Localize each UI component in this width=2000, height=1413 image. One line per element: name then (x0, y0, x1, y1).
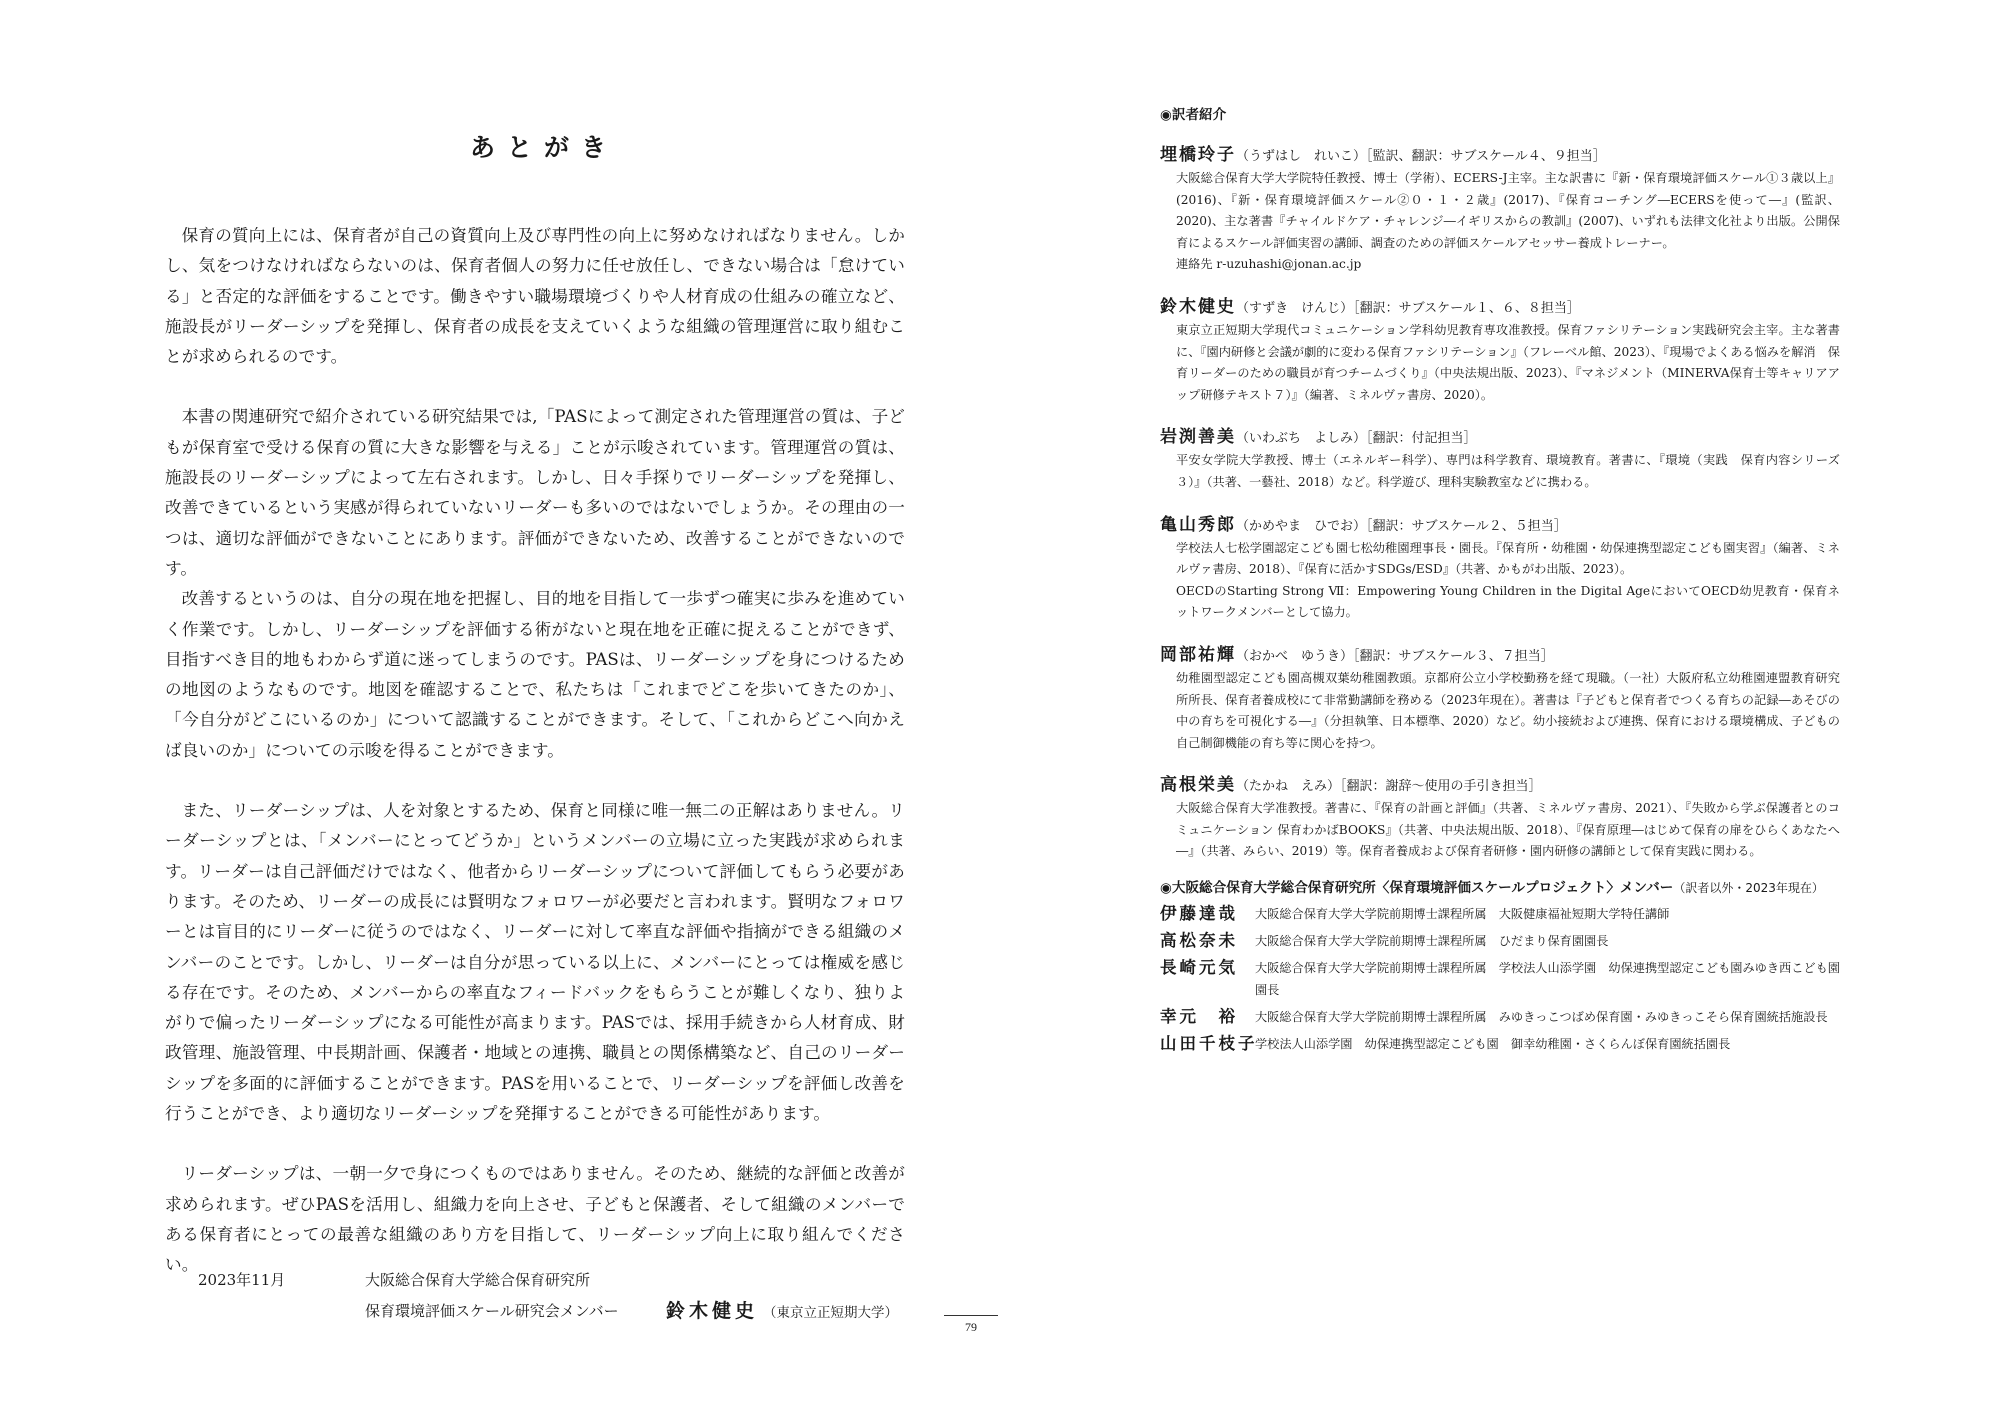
translator-reading: （いわぶち よしみ） (1236, 431, 1367, 447)
translator-entry (1160, 144, 1840, 276)
signature-org: 大阪総合保育大学総合保育研究所 (365, 1271, 591, 1289)
translator-entry (1160, 644, 1840, 754)
paragraph: 本書の関連研究で紹介されている研究結果では,「PASによって測定された管理運営の質は、子どもが保育室で受ける保育の質に大きな影響を与える」ことが示唆されています。管理運営の質は、施設長のリーダーシップによって左右されます。しかし、日々手探りでリーダーシップを発揮し、改善できているという実感が得られていないリーダーも多いのではないでしょうか。その理由の一つは、適切な評価ができないことにあります。評価ができないため、改善することができないのです。 (165, 407, 905, 578)
member-list (1160, 902, 1850, 1059)
translator-bio: 平安女学院大学教授、博士（エネルギー科学）、専門は科学教育、環境教育。著書に、『環境（実践 保育内容シリーズ３）』（共著、一藝社、2018）など。科学遊び、理科実験教室などに携わる。 (1176, 453, 1840, 489)
member-desc: 大阪総合保育大学大学院前期博士課程所属 学校法人山添学園 幼保連携型認定こども園みゆき西こども園園長 (1255, 961, 1840, 997)
translator-role: ［翻訳：付記担当］ (1366, 431, 1477, 447)
translator-bio: 大阪総合保育大学准教授。著書に、『保育の計画と評価』（共著、ミネルヴァ書房、2021）、『失敗から学ぶ保護者とのコミュニケーション 保育わかばBOOKS』（共著、中央法規出版、2018）、『保育原理―はじめて保育の扉をひらくあなたへ―』（共著、みらい、2019）等。保育者養成および保育者研修・園内研修の講師として保育実践に関わる。 (1176, 801, 1840, 859)
translator-reading: （うずはし れいこ） (1236, 149, 1367, 164)
members-heading (1160, 876, 1824, 896)
translator-role: ［翻訳：サブスケール３、７担当］ (1353, 648, 1554, 664)
paragraph: 保育の質向上には、保育者が自己の資質向上及び専門性の向上に努めなければなりません。しかし、気をつけなければならないのは、保育者個人の努力に任せ放任し、できない場合は「怠けている」と否定的な評価をすることです。働きやすい職場環境づくりや人材育成の仕組みの確立など、施設長がリーダーシップを発揮し、保育者の成長を支えていくような組織の管理運営に取り組むことが求められるのです。 (165, 226, 905, 367)
member-desc: 大阪総合保育大学大学院前期博士課程所属 ひだまり保育園園長 (1255, 934, 1609, 948)
translator-contact: OECDのStarting Strong Ⅶ：Empowering Young Children in the Digital AgeにおいてOECD幼児教育・保育ネットワークメンバーとして協力。 (1176, 583, 1840, 620)
translator-name: 鈴木健史 (1160, 296, 1236, 317)
translator-reading: （たかね えみ） (1236, 779, 1341, 795)
translator-role: ［翻訳：謝辞～使用の手引き担当］ (1340, 779, 1542, 795)
member-name: 幸元 裕 (1160, 1007, 1238, 1026)
member-name: 高松奈未 (1160, 931, 1238, 950)
paragraph: リーダーシップは、一朝一夕で身につくものではありません。そのため、継続的な評価と改善が求められます。ぜひPASを活用し、組織力を向上させ、子どもと保護者、そして組織のメンバーである保育者にとっての最善な組織のあり方を目指して、リーダーシップ向上に取り組んでください。 (165, 1164, 905, 1275)
translator-entry (1160, 426, 1840, 493)
member-name: 長崎元気 (1160, 958, 1238, 977)
translator-contact: 連絡先 r-uzuhashi@jonan.ac.jp (1176, 257, 1362, 272)
paragraph: また、リーダーシップは、人を対象とするため、保育と同様に唯一無二の正解はありません。リーダーシップとは、「メンバーにとってどうか」というメンバーの立場に立った実践が求められます。リーダーは自己評価だけではなく、他者からリーダーシップについて評価してもらう必要があります。そのため、リーダーの成長には賢明なフォロワーが必要だと言われます。賢明なフォロワーとは盲目的にリーダーに従うのではなく、リーダーに対して率直な評価や指摘ができる組織のメンバーのことです。しかし、リーダーは自分が思っている以上に、メンバーにとっては権威を感じる存在です。そのため、メンバーからの率直なフィードバックをもらうことが難しくなり、独りよがりで偏ったリーダーシップになる可能性が高まります。PASでは、採用手続きから人材育成、財政管理、施設管理、中長期計画、保護者・地域との連携、職員との関係構築など、自己のリーダーシップを多面的に評価することができます。PASを用いることで、リーダーシップを評価し改善を行うことができ、より適切なリーダーシップを発揮することができる可能性があります。 (165, 801, 905, 1124)
translator-entry (1160, 296, 1840, 406)
member-row (1160, 902, 1850, 925)
member-row (1160, 1032, 1850, 1055)
translator-name: 岡部祐輝 (1160, 644, 1236, 665)
translator-bio: 幼稚園型認定こども園高槻双葉幼稚園教頭。京都府公立小学校勤務を経て現職。（一社）大阪府私立幼稚園連盟教育研究所所長、保育者養成校にて非常勤講師を務める（2023年現在）。著書は『子どもと保育者でつくる育ちの記録―あそびの中の育ちを可視化する―』（分担執筆、日本標準、2020）など。幼小接続および連携、保育における環境構成、子どもの自己制御機能の育ち等に関心を持つ。 (1176, 670, 1840, 750)
member-desc: 大阪総合保育大学大学院前期博士課程所属 大阪健康福祉短期大学特任講師 (1255, 907, 1670, 921)
translator-reading: （すずき けんじ） (1236, 300, 1354, 316)
signature-name: 鈴木健史 (666, 1300, 759, 1322)
page-number-rule (944, 1315, 998, 1316)
translator-bio: 学校法人七松学園認定こども園七松幼稚園理事長・園長。『保育所・幼稚園・幼保連携型認定こども園実習』（編著、ミネルヴァ書房、2018）、『保育に活かすSDGs/ESD』（共著、かもがわ出版、2023）。 (1176, 540, 1840, 577)
translator-role: ［翻訳：サブスケール２、５担当］ (1366, 518, 1567, 534)
member-desc: 学校法人山添学園 幼保連携型認定こども園 御幸幼稚園・さくらんぼ保育園統括園長 (1255, 1037, 1731, 1051)
signature-date: 2023年11月 (198, 1271, 286, 1289)
member-name: 伊藤達哉 (1160, 904, 1238, 923)
translator-role: ［翻訳：サブスケール１、６、８担当］ (1353, 300, 1580, 316)
translator-list (1160, 144, 1840, 883)
member-name: 山田千枝子 (1160, 1034, 1258, 1053)
paragraph: 改善するというのは、自分の現在地を把握し、目的地を目指して一歩ずつ確実に歩みを進めていく作業です。しかし、リーダーシップを評価する術がないと現在地を正確に捉えることができず、目指すべき目的地もわからず道に迷ってしまうのです。PASは、リーダーシップを身につけるための地図のようなものです。地図を確認することで、私たちは「これまでどこを歩いてきたのか」、「今自分がどこにいるのか」について認識することができます。そして、「これからどこへ向かえば良いのか」についての示唆を得ることができます。 (165, 589, 905, 760)
page-title: あとがき (470, 133, 619, 162)
member-row (1160, 1005, 1850, 1028)
members-heading-text: ◉大阪総合保育大学総合保育研究所〈保育環境評価スケールプロジェクト〉メンバー (1160, 880, 1674, 896)
page-number: 79 (965, 1320, 977, 1334)
translator-reading: （かめやま ひでお） (1236, 518, 1367, 534)
translator-name: 高根栄美 (1160, 775, 1236, 796)
translator-bio: 大阪総合保育大学大学院特任教授、博士（学術）、ECERS-J主宰。主な訳書に『新・保育環境評価スケール①３歳以上』(2016)、『新・保育環境評価スケール②０・１・２歳』(2017)、『保育コーチング―ECERSを使って―』(監訳、2020)、主な著書『チャイルドケア・チャレンジ―イギリスからの教訓』(2007)、いずれも法律文化社より出版。公開保育によるスケール評価実習の講師、調査のための評価スケールアセッサー養成トレーナー。 (1176, 171, 1840, 250)
translators-heading: ◉訳者紹介 (1160, 107, 1227, 123)
signature-affiliation: （東京立正短期大学） (763, 1305, 898, 1321)
translator-role: ［監訳、翻訳：サブスケール４、９担当］ (1366, 149, 1606, 164)
members-heading-note: （訳者以外・2023年現在） (1673, 881, 1824, 895)
signature-role: 保育環境評価スケール研究会メンバー (365, 1302, 619, 1320)
translator-name: 埋橋玲子 (1160, 145, 1236, 165)
translator-name: 岩渕善美 (1160, 427, 1236, 448)
afterword-body (165, 221, 905, 1281)
right-page (1000, 0, 2000, 1413)
translator-bio: 東京立正短期大学現代コミュニケーション学科幼児教育専攻准教授。保育ファシリテーション実践研究会主宰。主な著書に、『園内研修と会議が劇的に変わる保育ファシリテーション』（フレーベル館、2023）、『現場でよくある悩みを解消 保育リーダーのための職員が育つチームづくり』（中央法規出版、2023）、『マネジメント（MINERVA保育士等キャリアアップ研修テキスト７）』（編著、ミネルヴァ書房、2020）。 (1176, 322, 1840, 402)
member-row (1160, 956, 1850, 1001)
member-row (1160, 929, 1850, 952)
translator-entry (1160, 514, 1840, 624)
member-desc: 大阪総合保育大学大学院前期博士課程所属 みゆきっこつばめ保育園・みゆきっこそら保育園統括施設長 (1255, 1010, 1828, 1024)
translator-entry (1160, 774, 1840, 863)
translator-reading: （おかべ ゆうき） (1236, 648, 1354, 664)
translator-name: 亀山秀郎 (1160, 514, 1236, 535)
